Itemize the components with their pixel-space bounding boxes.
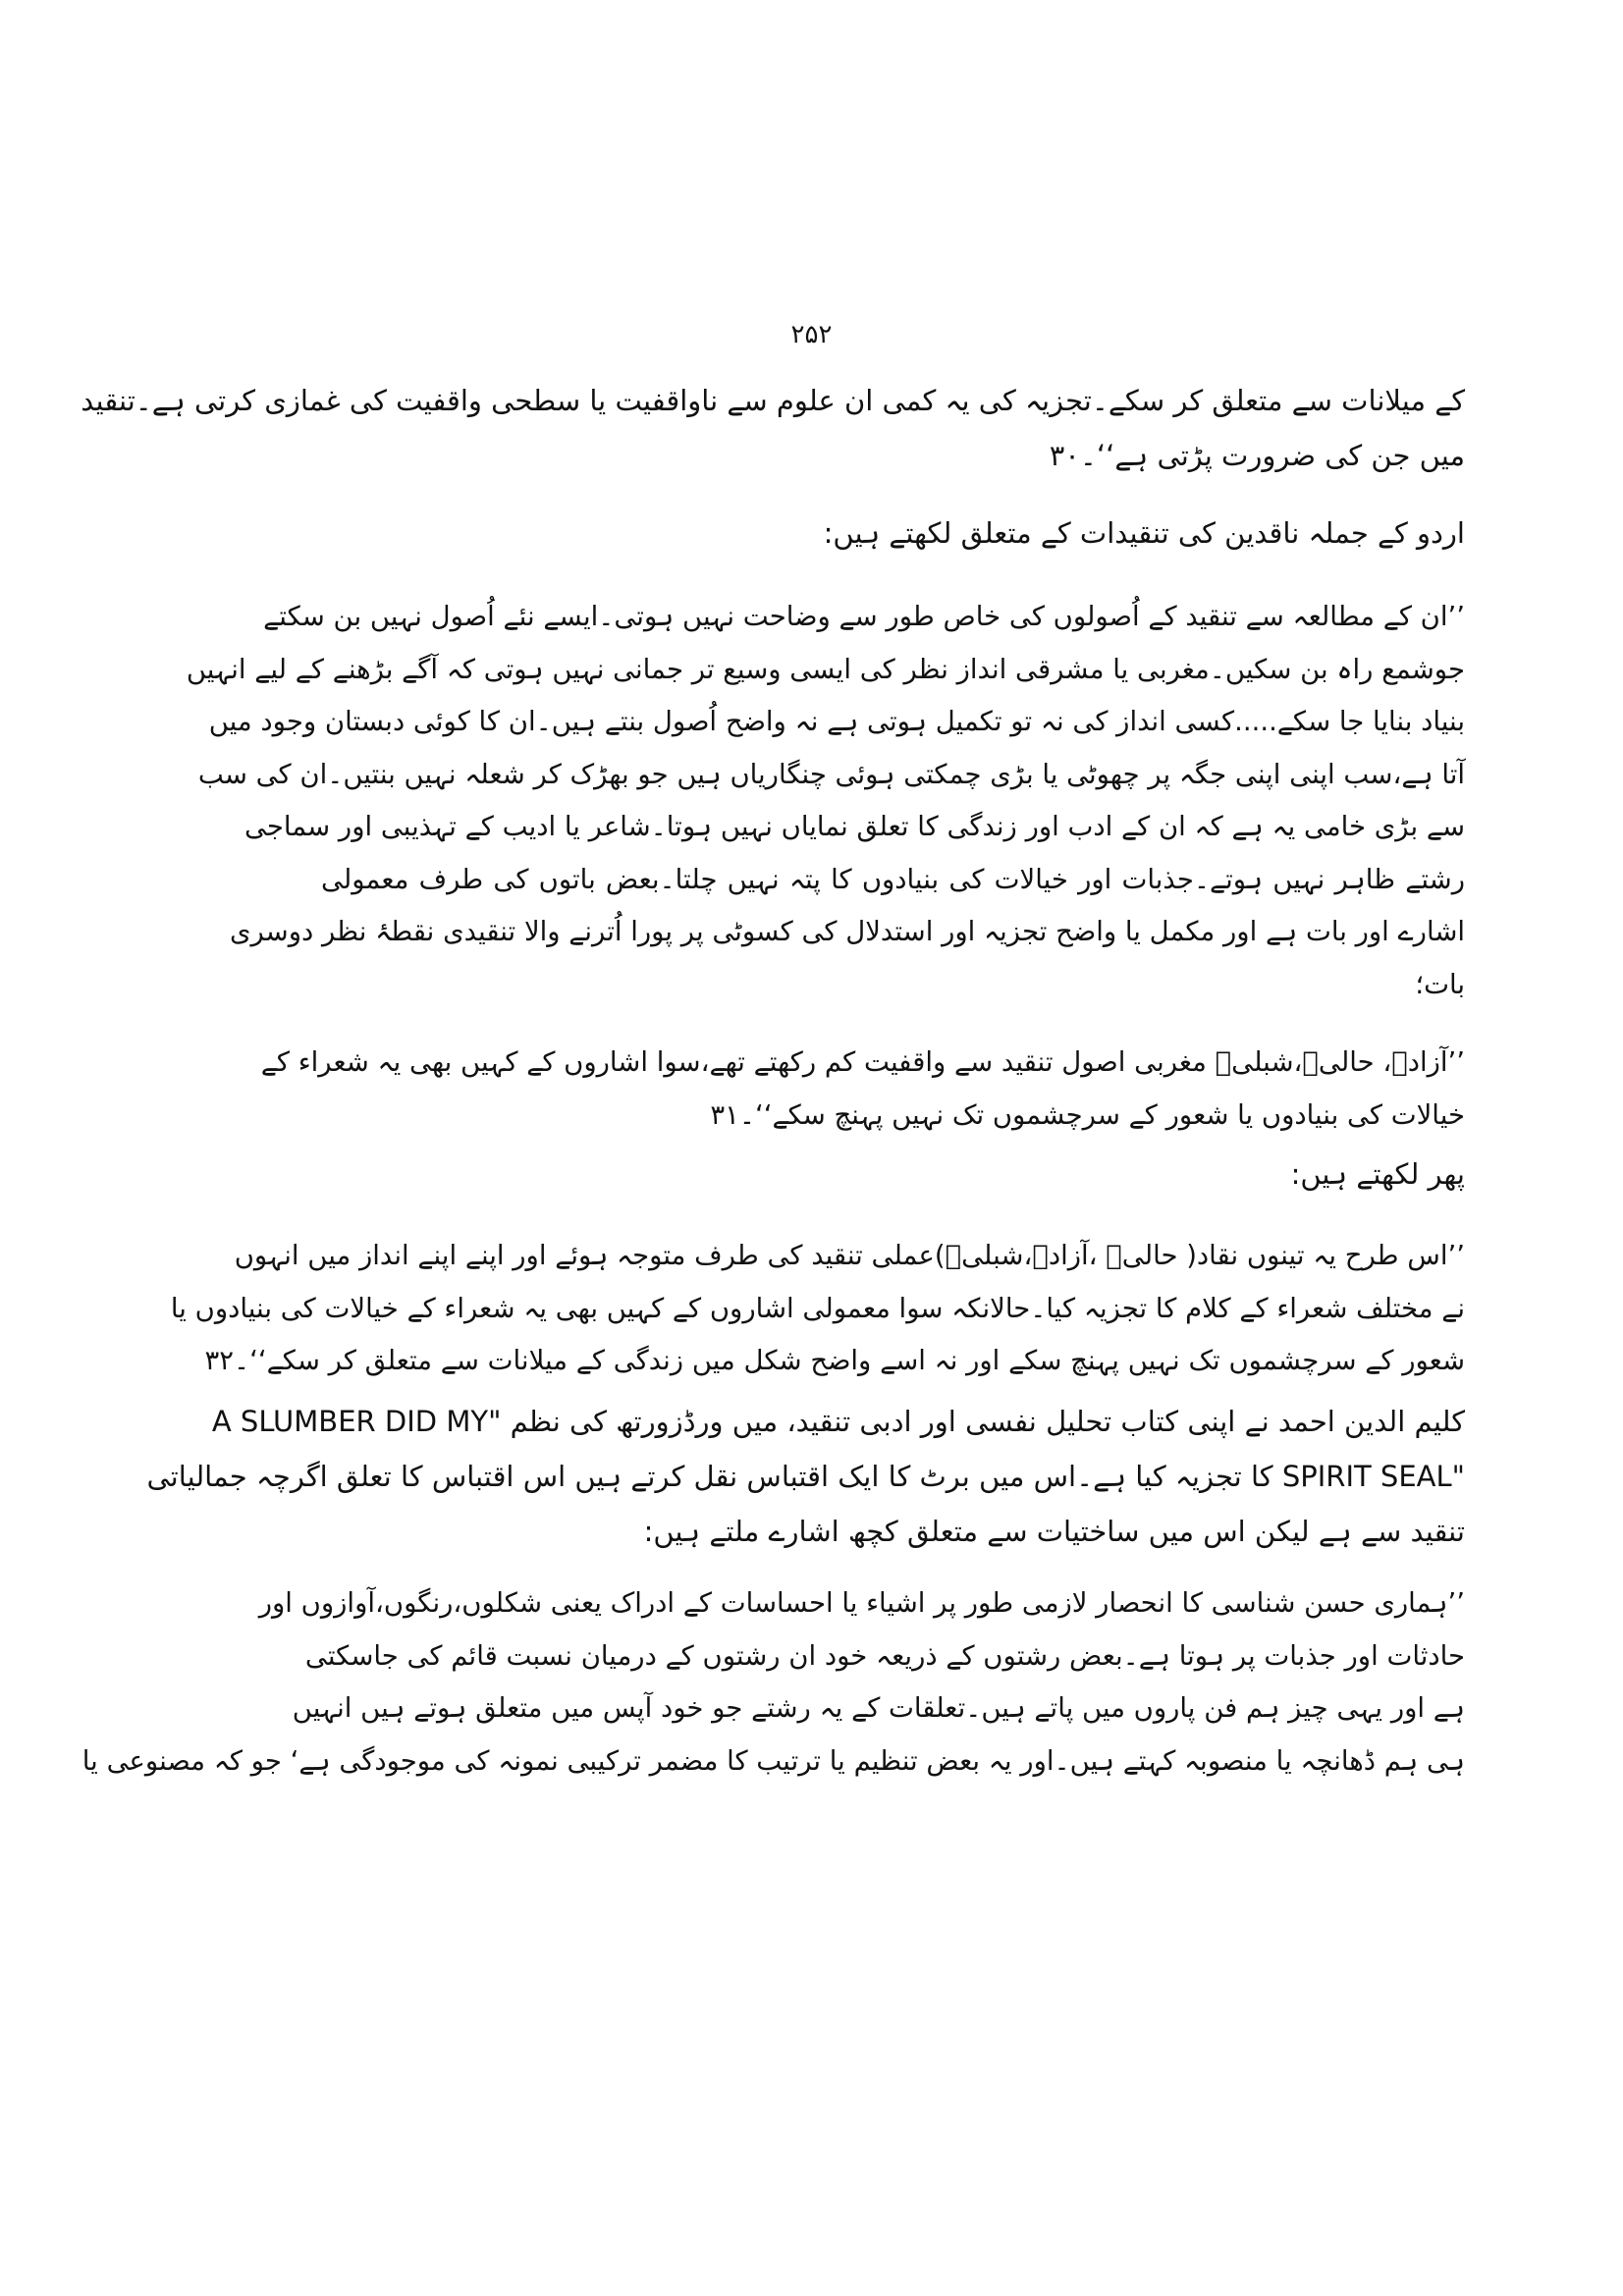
block-quote bbox=[170, 1230, 1465, 1388]
text-line: رشتے ظاہر نہیں ہوتے۔جذبات اور خیالات کی بنیادوں کا پتہ نہیں چلتا۔بعض باتوں کی طرف معمولی bbox=[321, 863, 1465, 895]
text-line: کلیم الدین احمد نے اپنی کتاب تحلیل نفسی اور ادبی تنقید، میں ورڈزورتھ کی نظم "A SLUMBER DID MY bbox=[211, 1405, 1465, 1438]
text-line: بات؛ bbox=[1415, 968, 1465, 1000]
text-line: ’’ان کے مطالعہ سے تنقید کے اُصولوں کی خاص طور سے وضاحت نہیں ہوتی۔ایسے نئے اُصول نہیں بن سکتے bbox=[263, 601, 1465, 632]
text-line: حادثات اور جذبات پر ہوتا ہے۔بعض رشتوں کے ذریعہ خود ان رشتوں کے درمیان نسبت قائم کی جاسکتی bbox=[304, 1639, 1465, 1672]
block-quote bbox=[260, 1037, 1465, 1142]
text-line: اشارے اور بات ہے اور مکمل یا واضح تجزیہ اور استدلال کی کسوٹی پر پورا اُترنے والا تنقیدی نقطۂ نظر دوسری bbox=[229, 916, 1465, 947]
block-quote bbox=[81, 1577, 1465, 1788]
text-line: شعور کے سرچشموں تک نہیں پہنچ سکے اور نہ اسے واضح شکل میں زندگی کے میلانات سے متعلق کر سکے‘‘۔۳۲ bbox=[204, 1345, 1465, 1376]
text-line: اردو کے جملہ ناقدین کی تنقیدات کے متعلق لکھتے ہیں: bbox=[823, 516, 1465, 550]
text-line: نے مختلف شعراء کے کلام کا تجزیہ کیا۔حالانکہ سوا معمولی اشاروں کے کہیں بھی یہ شعراء کے خیالات کی بنیادوں یا bbox=[170, 1292, 1465, 1324]
paragraph bbox=[146, 1394, 1465, 1559]
text-line: تنقید سے ہے لیکن اس میں ساختیات سے متعلق کچھ اشارے ملتے ہیں: bbox=[643, 1515, 1465, 1548]
text-line: خیالات کی بنیادوں یا شعور کے سرچشموں تک نہیں پہنچ سکے‘‘۔۳۱ bbox=[710, 1098, 1465, 1131]
text-line: پھر لکھتے ہیں: bbox=[1290, 1157, 1465, 1191]
quote-intro bbox=[257, 1147, 1465, 1201]
text-line: ہی ہم ڈھانچہ یا منصوبہ کہتے ہیں۔اور یہ بعض تنظیم یا ترتیب کا مضمر ترکیبی نمونہ کی موجودگی ہے‘ جو کہ مصنوعی یا bbox=[81, 1744, 1465, 1777]
text-line: کے میلانات سے متعلق کر سکے۔تجزیہ کی یہ کمی ان علوم سے ناواقفیت یا سطحی واقفیت کی غمازی کرتی ہے۔تنقید bbox=[81, 384, 1465, 417]
text-line: بنیاد بنایا جا سکے.....کسی انداز کی نہ تو تکمیل ہوتی ہے نہ واضح اُصول بنتے ہیں۔ان کا کوئی دبستان وجود میں bbox=[208, 706, 1465, 737]
text-line: ہے اور یہی چیز ہم فن پاروں میں پاتے ہیں۔تعلقات کے یہ رشتے جو خود آپس میں متعلق ہوتے ہیں انہیں bbox=[292, 1692, 1465, 1724]
text-line: ’’ہماری حسن شناسی کا انحصار لازمی طور پر اشیاء یا احساسات کے ادراک یعنی شکلوں،رنگوں،آوازوں اور bbox=[258, 1587, 1465, 1619]
page-number: ۲۵۲ bbox=[790, 320, 833, 349]
text-line: آتا ہے،سب اپنی اپنی جگہ پر چھوٹی یا بڑی چمکتی ہوئی چنگاریاں ہیں جو بھڑک کر شعلہ نہیں بنتیں۔ان کی سب bbox=[197, 758, 1465, 790]
block-quote bbox=[186, 591, 1465, 1011]
quote-intro bbox=[257, 506, 1465, 561]
text-line: ’’اس طرح یہ تینوں نقاد( حالیؔ ،آزادؔ،شبلیؔ)عملی تنقید کی طرف متوجہ ہوئے اور اپنے اپنے انداز میں انہوں bbox=[234, 1240, 1465, 1271]
paragraph-continuation bbox=[81, 373, 1465, 483]
text-line: "SPIRIT SEAL کا تجزیہ کیا ہے۔اس میں برٹ کا ایک اقتباس نقل کرتے ہیں اس اقتباس کا تعلق اگرچہ جمالیاتی bbox=[146, 1460, 1465, 1493]
text-line: میں جن کی ضرورت پڑتی ہے‘‘۔۳۰ bbox=[1049, 439, 1465, 472]
text-line: سے بڑی خامی یہ ہے کہ ان کے ادب اور زندگی کا تعلق نمایاں نہیں ہوتا۔شاعر یا ادیب کے تہذیبی اور سماجی bbox=[243, 811, 1465, 842]
text-line: ’’آزادؔ، حالیؔ،شبلیؔ مغربی اصول تنقید سے واقفیت کم رکھتے تھے،سوا اشاروں کے کہیں بھی یہ شعراء کے bbox=[260, 1046, 1465, 1078]
text-line: جوشمع راہ بن سکیں۔مغربی یا مشرقی انداز نظر کی ایسی وسیع تر جمانی نہیں ہوتی کہ آگے بڑھنے کے لیے انہیں bbox=[186, 653, 1465, 685]
